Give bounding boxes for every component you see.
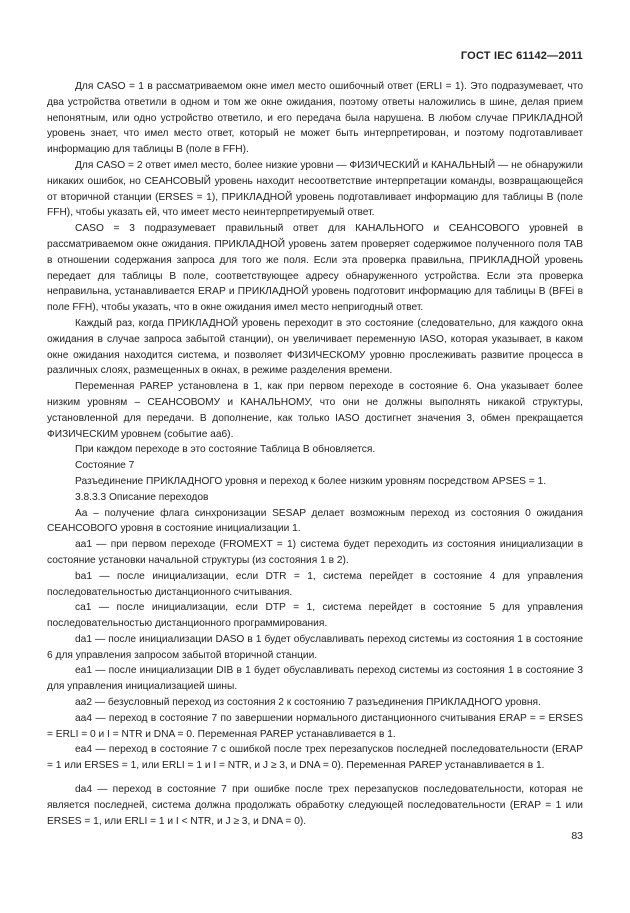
paragraph-caso-2: Для CASO = 2 ответ имел место, более низкие уровни — ФИЗИЧЕСКИЙ и КАНАЛЬНЫЙ — не обнаружили никаких ошибок, но СЕАНСОВЫЙ уровень находит несоответствие интерпретации команды, возвращающейся от вторичной станции (ERSES = 1), ПРИКЛАДНОЙ уровень подготавливает информацию для таблицы B (поле FFH), чтобы указать ей, что имеет место неинтерпретируемый ответ. — [47, 159, 583, 219]
transition-da1: da1 — после инициализации DASO в 1 будет обуславливать переход системы из состояния 1 в состояние 6 для управления запросом забытой вторичной станции. — [47, 633, 583, 661]
paragraph-iaso: Каждый раз, когда ПРИКЛАДНОЙ уровень переходит в это состояние (следовательно, для каждого окна ожидания в случае запроса забытой станции), он увеличивает переменную IASO, которая указывает, в каком окне ожидания находится система, и позволяет ФИЗИЧЕСКОМУ уровню прослеживать развитие процесса в различных слоях, размещенных в окнах, в режиме разделения времени. — [47, 317, 583, 377]
transition-ba1: ba1 — после инициализации, если DTR = 1, система перейдет в состояние 4 для управления последовательностью дистанционного считывания. — [47, 570, 583, 598]
transition-ea4: ea4 — переход в состояние 7 с ошибкой после трех перезапусков последней последовательности (ERAP = 1 или ERSES = 1, или ERLI = 1 и I = NTR, и J ≥ 3, и DNA = 0). Переменная PAREP устанавливается в 1. — [47, 744, 583, 772]
document-standard-header: ГОСТ IEC 61142—2011 — [460, 50, 583, 62]
transition-Aa: Aa – получение флага синхронизации SESAP делает возможным переход из состояния 0 ожидания СЕАНСОВОГО уровня в состояние инициализации 1. — [47, 507, 583, 535]
transition-aa2: aa2 — безусловный переход из состояния 2 к состоянию 7 разъединения ПРИКЛАДНОГО уровня. — [75, 697, 541, 709]
page-number: 83 — [571, 830, 583, 842]
state-7-heading: Состояние 7 — [75, 460, 135, 472]
transition-da4: da4 — переход в состояние 7 при ошибке после трех перезапусков последовательности, которая не является последней, система должна продолжать обработку следующей последовательности (ERAP = 1 или ERSES = 1, или ERLI = 1 и I < NTR, и J ≥ 3, и DNA = 0). — [47, 784, 583, 827]
transition-ea1: ea1 — после инициализации DIB в 1 будет обуславливать переход системы из состояния 1 в состояние 3 для управления инициализацией шины. — [47, 665, 583, 693]
paragraph-caso-3: CASO = 3 подразумевает правильный ответ для КАНАЛЬНОГО и СЕАНСОВОГО уровней в рассматриваемом окне ожидания. ПРИКЛАДНОЙ уровень затем проверяет содержимое полученного поля TAB в отношении содержания запроса для того же поля. Если эта проверка правильна, ПРИКЛАДНОЙ уровень передает для таблицы B поле, соответствующее адресу обнаруженного устройства. Если эта проверка неправильна, устанавливается ERAP и ПРИКЛАДНОЙ уровень подготовит информацию для таблицы B (BFEi в поле FFH), чтобы указать, что в окне ожидания имел место непригодный ответ. — [47, 223, 583, 314]
paragraph-state-7: Разъединение ПРИКЛАДНОГО уровня и переход к более низким уровням посредством APSES = 1. — [75, 475, 547, 487]
document-body — [47, 79, 583, 829]
section-heading-transitions: 3.8.3.3 Описание переходов — [75, 491, 209, 503]
paragraph-caso-1: Для CASO = 1 в рассматриваемом окне имел место ошибочный ответ (ERLI = 1). Это подразумевает, что два устройства ответили в одном и том же окне ожидания, поэтому ответы наложились в шине, делая прием непонятным, или одно устройство ответило, и его передача была нарушена. В любом случае ПРИКЛАДНОЙ уровень знает, что имел место ответ, который не может быть интерпретирован, и поэтому подготавливает информацию для таблицы B (поле в FFH). — [47, 81, 583, 156]
paragraph-table-update: При каждом переходе в это состояние Таблица B обновляется. — [75, 444, 376, 456]
transition-ca1: ca1 — после инициализации, если DTP = 1, система перейдет в состояние 5 для управления последовательностью дистанционного программирования. — [47, 602, 583, 630]
transition-aa1: aa1 — при первом переходе (FROMEXT = 1) система будет переходить из состояния инициализации в состояние установки начальной структуры (из состояния 1 в 2). — [47, 539, 583, 566]
paragraph-parep: Переменная PAREP установлена в 1, как при первом переходе в состояние 6. Она указывает более низким уровням – СЕАНСОВОМУ и КАНАЛЬНОМУ, что они не должны выполнять никакой структуры, установленной для передачи. В дополнение, как только IASO достигнет значения 3, обмен прекращается ФИЗИЧЕСКИМ уровнем (событие aa6). — [47, 381, 583, 440]
transition-aa4: aa4 — переход в состояние 7 по завершении нормального дистанционного считывания ERAP = = ERSES = ERLI = 0 и I = NTR и DNA = 0. Переменная PAREP устанавливается в 1. — [47, 712, 583, 740]
